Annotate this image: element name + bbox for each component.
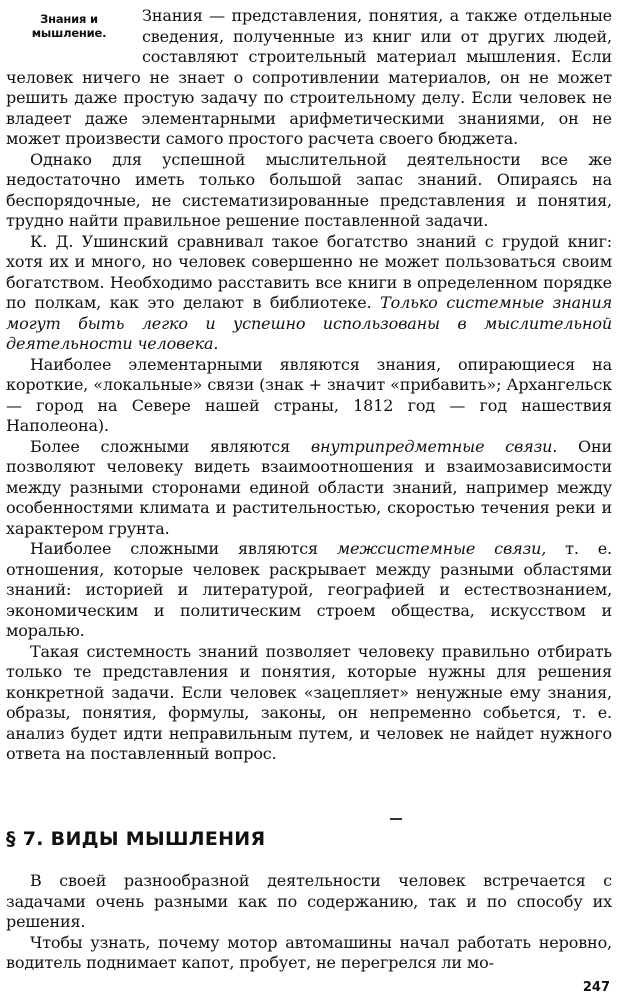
paragraph-6 <box>6 539 612 642</box>
book-page <box>6 6 612 996</box>
paragraph-6-emphasis: межсистемные связи, <box>336 539 547 558</box>
paragraph-7: Такая системность знаний позволяет человеку правильно отбирать только те представления и понятия, которые нужны для решения конкретной задачи. Если человек «зацепляет» ненужные ему знания, образы, понятия, формулы, законы, он непременно собьется, т. е. анализ будет идти неправильным путем, и человек не найдет нужного ответа на поставленный вопрос. <box>6 641 612 763</box>
paragraph-2: Однако для успешной мыслительной деятельности все же недостаточно иметь только большой запас знаний. Опираясь на беспорядочные, не систематизированные представления и понятия, трудно найти правильное решение поставленной задачи. <box>6 149 612 230</box>
paragraph-3 <box>6 232 612 355</box>
stray-dash-mark <box>390 818 402 820</box>
paragraph-5-rest: Они позволяют человеку видеть взаимоотношения и взаимозависимости между разными сторонами единой области знаний, например между особенностями климата и растительностью, скоростью течения реки и характером грунта. <box>6 436 612 538</box>
paragraph-6-lead: Наиболее сложными являются <box>30 539 318 558</box>
main-text <box>6 6 612 765</box>
margin-note: Знания и мышление. <box>31 12 107 40</box>
margin-note-space <box>6 6 142 64</box>
paragraph-4: Наиболее элементарными являются знания, опирающиеся на короткие, «локальные» связи (знак + значит «прибавить»; Архангельск — город на Севере нашей страны, 1812 год — год нашествия Наполеона). <box>6 354 612 435</box>
paragraph-6-rest: т. е. отношения, которые человек раскрывает между разными областями знаний: историей и литературой, географией и естествознанием, экономическим и политическим строем общества, искусством и моралью. <box>6 539 612 640</box>
section-heading: § 7. ВИДЫ МЫШЛЕНИЯ <box>6 828 266 850</box>
section-text <box>6 871 612 974</box>
section-paragraph-1: В своей разнообразной деятельности человек встречается с задачами очень разными как по содержанию, так и по способу их решения. <box>6 871 612 931</box>
section-paragraph-2: Чтобы узнать, почему мотор автомашины начал работать неровно, водитель поднимает капот, пробует, не перегрелся ли мо- <box>6 932 612 972</box>
page-number: 247 <box>582 980 610 995</box>
paragraph-3-emphasis: Только системные знания могут быть легко и успешно использованы в мыслительной деятельности человека. <box>6 293 613 353</box>
paragraph-5-lead: Более сложными являются <box>30 436 291 456</box>
paragraph-1: Знания — представления, понятия, а также отдельные сведения, полученные из книг или от других людей, составляют строительный материал мышления. Если человек ничего не знает о сопротивлении материалов, он не может решить даже простую задачу по строительному делу. Если человек не владеет даже элементарными арифметическими знаниями, он не может произвести самого простого расчета своего бюджета. <box>6 6 612 148</box>
paragraph-3-text: К. Д. Ушинский сравнивал такое богатство знаний с грудой книг: хотя их и много, но человек совершенно не может пользоваться своим богатством. Необходимо расставить все книги в определенном порядке по полкам, как это делают в библиотеке. <box>6 231 612 312</box>
paragraph-5-emphasis: внутрипредметные связи. <box>310 436 558 456</box>
paragraph-5 <box>6 437 612 540</box>
